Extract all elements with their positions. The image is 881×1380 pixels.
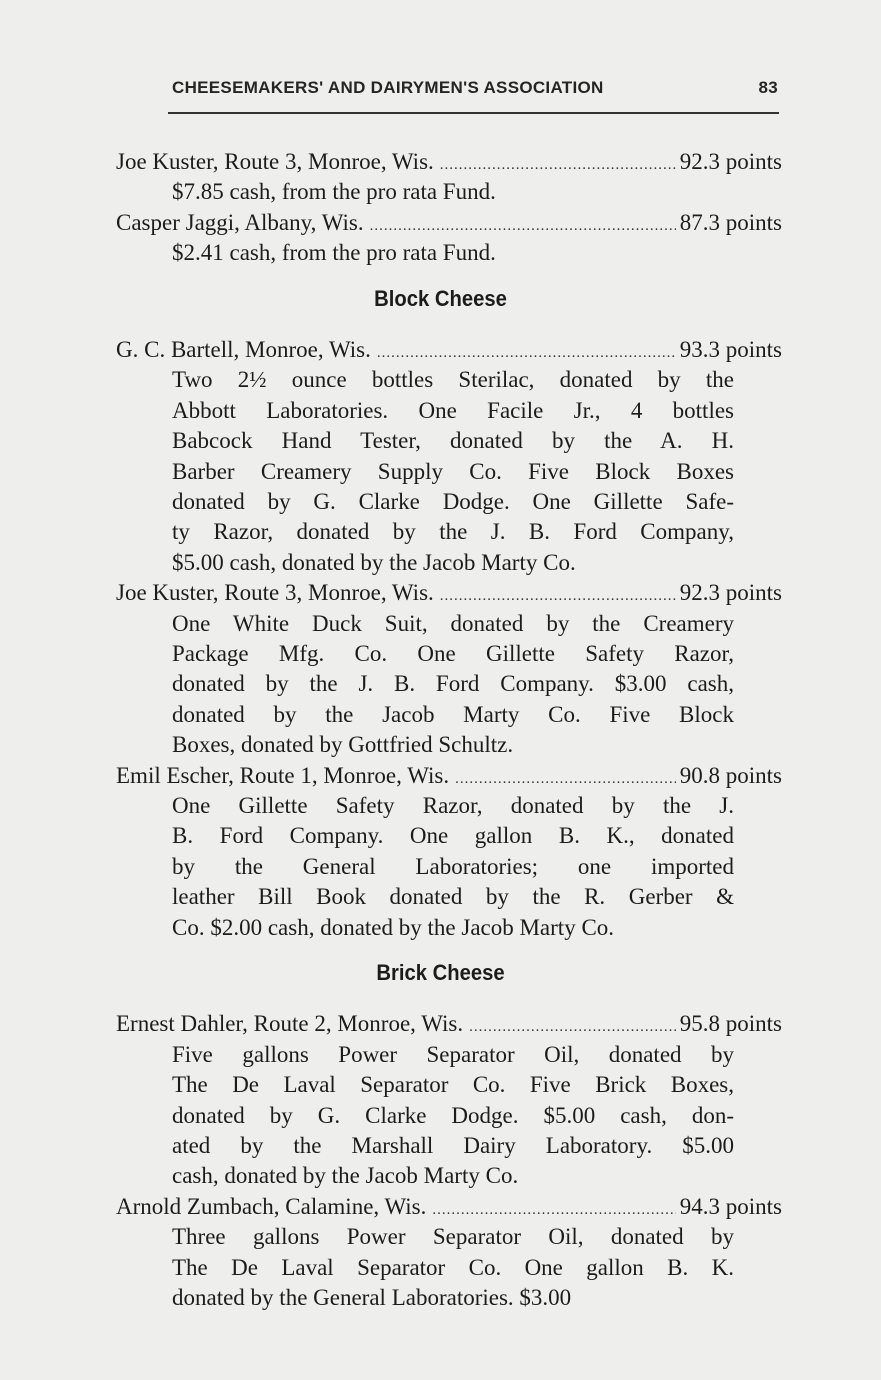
prize-description-line: The De Laval Separator Co. Five Brick Boxes, [172,1072,734,1098]
prize-description-line: $2.41 cash, from the pro rata Fund. [172,240,496,266]
entry-score: 92.3 points [679,149,782,174]
prize-description-line: Boxes, donated by Gottfried Schultz. [172,732,514,758]
entry-heading [116,334,782,366]
entrant-name: Arnold Zumbach, Calamine, Wis. [116,1193,427,1219]
entry-heading [116,146,782,178]
entry-score: 93.3 points [679,337,782,362]
prize-description-line: ated by the Marshall Dairy Laboratory. $5.00 [172,1133,734,1158]
prize-description-line: donated by G. Clarke Dodge. One Gillette Safe- [172,489,734,514]
prize-description-line: donated by the Jacob Marty Co. Five Block [172,701,734,727]
prize-description-line: Co. $2.00 cash, donated by the Jacob Marty Co. [172,914,615,940]
prize-description-line: One White Duck Suit, donated by the Creamery [172,610,734,636]
section-heading: Block Cheese [374,285,507,311]
entry-heading [116,1191,782,1223]
prize-description-line: $5.00 cash, donated by the Jacob Marty Co. [172,549,576,575]
entrant-name: Ernest Dahler, Route 2, Monroe, Wis. [116,1011,464,1037]
entrant-name: G. C. Bartell, Monroe, Wis. [116,337,371,362]
entry-heading [116,1008,782,1040]
entry-heading [116,760,782,792]
prize-description-line: cash, donated by the Jacob Marty Co. [172,1163,519,1189]
prize-description-line: Three gallons Power Separator Oil, donated by [172,1224,734,1250]
prize-description-line: ty Razor, donated by the J. B. Ford Company, [172,519,734,545]
running-title: CHEESEMAKERS' AND DAIRYMEN'S ASSOCIATION [172,78,604,97]
entrant-name: Emil Escher, Route 1, Monroe, Wis. [116,762,450,788]
entrant-name: Joe Kuster, Route 3, Monroe, Wis. [116,580,434,606]
prize-description-line: Package Mfg. Co. One Gillette Safety Razor, [172,641,734,666]
prize-description-line: Two 2½ ounce bottles Sterilac, donated by the [172,367,734,393]
entry-score: 87.3 points [679,209,782,235]
entry-score: 90.8 points [679,762,782,788]
entry-heading [116,577,782,609]
entry-score: 94.3 points [679,1193,782,1219]
prize-description-line: $7.85 cash, from the pro rata Fund. [172,179,496,205]
prize-description-line: The De Laval Separator Co. One gallon B. K. [172,1254,734,1280]
prize-description-line: Five gallons Power Separator Oil, donated by [172,1041,734,1067]
prize-description-line: B. Ford Company. One gallon B. K., donated [172,823,734,849]
prize-description-line: by the General Laboratories; one imported [172,853,734,879]
prize-description-line: Barber Creamery Supply Co. Five Block Boxes [172,458,734,484]
entrant-name: Joe Kuster, Route 3, Monroe, Wis. [116,149,434,174]
prize-description-line: leather Bill Book donated by the R. Gerber & [172,884,734,910]
prize-description-line: Abbott Laboratories. One Facile Jr., 4 bottles [172,397,734,423]
entry-score: 92.3 points [679,580,782,606]
prize-description-line: donated by the J. B. Ford Company. $3.00 cash, [172,671,734,697]
prize-description-line: Babcock Hand Tester, donated by the A. H. [172,428,734,454]
page-number: 83 [758,78,778,97]
entrant-name: Casper Jaggi, Albany, Wis. [116,209,364,235]
entry-score: 95.8 points [679,1011,782,1037]
section-heading: Brick Cheese [376,960,505,985]
running-header [172,78,780,98]
entry-heading [116,207,782,239]
prize-description-line: One Gillette Safety Razor, donated by the J. [172,793,734,818]
prize-description-line: donated by the General Laboratories. $3.00 [172,1285,572,1310]
prize-description-line: donated by G. Clarke Dodge. $5.00 cash, don- [172,1102,734,1128]
header-rule [168,112,779,114]
